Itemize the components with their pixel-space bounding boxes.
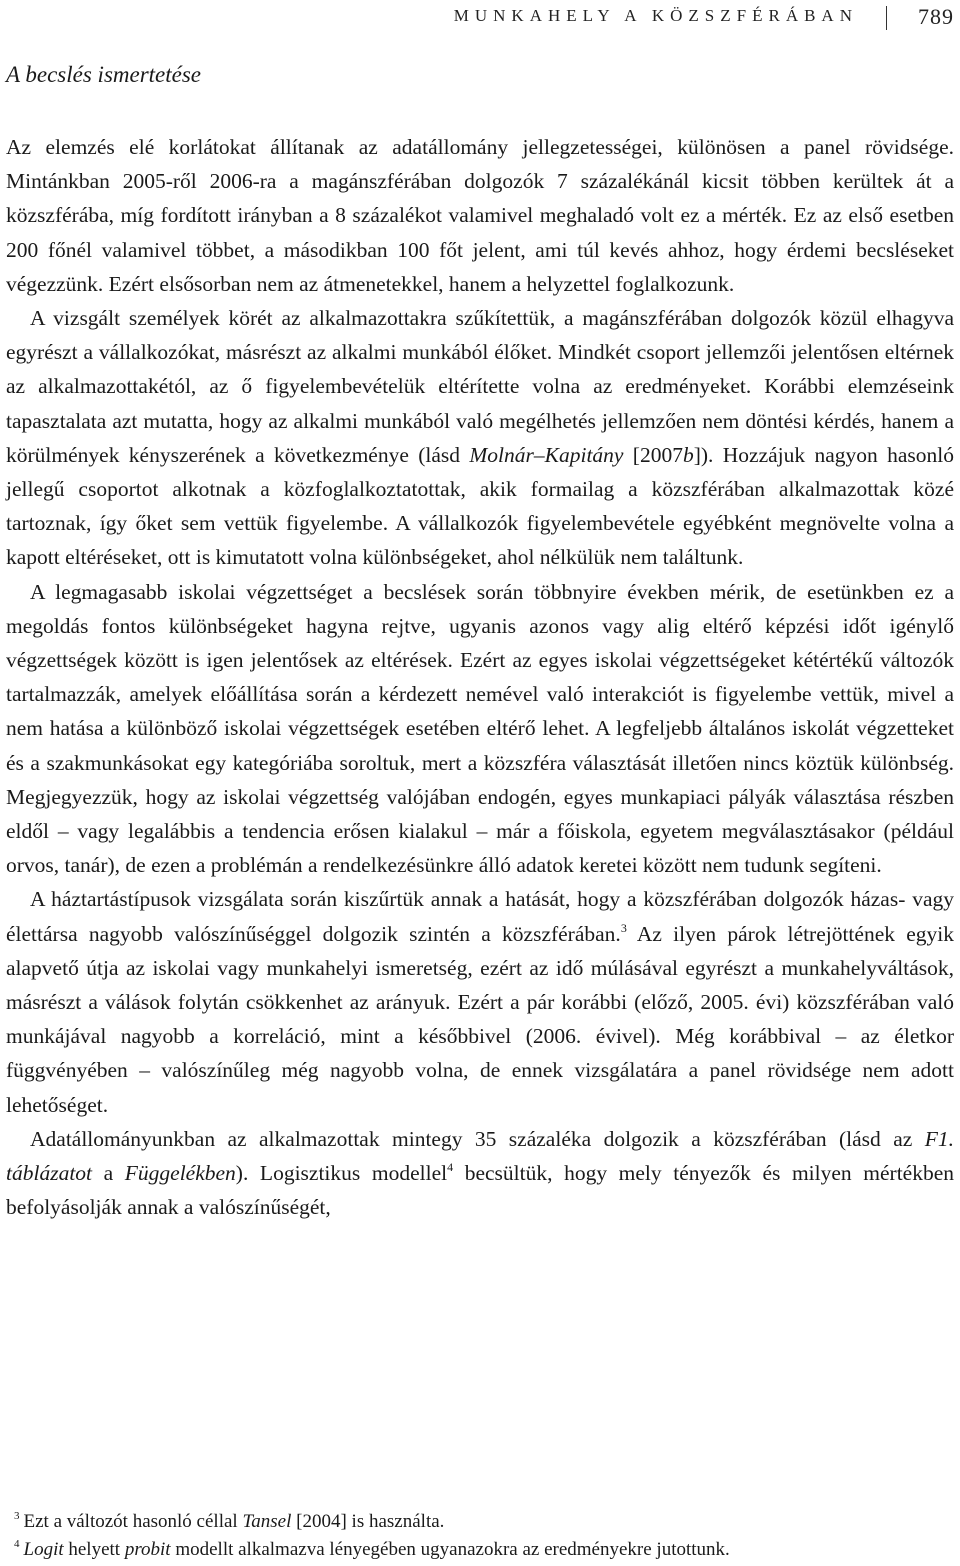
footnotes [14,1508,954,1564]
citation-authors: Molnár–Kapitány [469,442,624,467]
footnote-marker-4[interactable]: 4 [447,1160,454,1175]
citation-year: [2007 [623,442,683,467]
paragraph-5-text-cont: ). Logisztikus modellel [235,1161,448,1186]
footnote-number: 4 [14,1538,20,1550]
footnote-text-end: [2004] is használta. [291,1511,445,1532]
table-reference: F1. táblázatot [6,1126,954,1186]
footnote-3 [14,1508,954,1536]
page-number: 789 [918,4,954,29]
running-title: MUNKAHELY A KÖZSZFÉRÁBAN [453,6,858,25]
footnote-number: 3 [14,1510,20,1522]
footnote-4 [14,1536,954,1564]
paragraph-4-text-cont: Az ilyen párok létrejöttének egyik alapvető útja az iskolai vagy munkahelyi ismeretség, ezért az idő múlásával egyrészt a munkahelyváltások, másrészt a válások folytán csökkenhet az arányuk. Ezért a pár korábbi (előző, 2005. évi) közszférában való munkájával nagyobb a korreláció, mint a későbbivel (2006. évivel). Még korábbival – az életkor függvényében – valószínűleg még nagyobb volna, de ennek vizsgálatára a panel rövidsége nem adott lehetőséget. [6,921,954,1117]
paragraph-4 [6,882,954,1121]
paragraph-2-text: A vizsgált személyek körét az alkalmazottakra szűkítettük, a magánszférában dolgozók közül elhagyva egyrészt a vállalkozókat, másrészt az alkalmi munkából élőket. Mindkét csoport jellemzői jelentősen eltérnek az alkalmazottakétól, az ő figyelembevételük eltérítette volna az eredményeket. Korábbi elemzéseink tapasztalata azt mutatta, hogy az alkalmi munkából való megélhetés jellemzően nem döntési kérdés, hanem a körülmények kényszerének a következménye (lásd [6,306,954,467]
paragraph-5-text: Adatállományunkban az alkalmazottak mintegy 35 százaléka dolgozik a közszférában (lásd az [30,1126,925,1151]
running-header [0,6,960,28]
paragraph-1 [6,130,954,301]
body-text [6,130,954,1225]
paragraph-1-text: Az elemzés elé korlátokat állítanak az adatállomány jellegzetességei, különösen a panel rövidsége. Mintánkban 2005-ről 2006-ra a magánszférában dolgozók 7 százalékánál kicsit többen kerültek át a közszférába, míg fordított irányban a 8 százalékot valamivel meghaladó volt ez a mérték. Ez az első esetben 200 főnél valamivel többet, a másodikban 100 főt jelent, ami túl kevés ahhoz, hogy érdemi becsléseket végezzünk. Ezért elsősorban nem az átmenetekkel, hanem a helyzettel foglalkozunk. [6,135,954,296]
citation-close: ]). [693,442,714,467]
footnote-term-logit: Logit [23,1539,64,1560]
paragraph-5 [6,1122,954,1225]
citation-year-suffix: b [682,442,694,467]
footnote-citation-author: Tansel [242,1511,292,1532]
footnote-marker-3[interactable]: 3 [620,920,627,935]
footnote-text: Ezt a változót hasonló céllal [23,1511,243,1532]
paragraph-5-connector: a [92,1161,125,1186]
paragraph-2 [6,301,954,575]
paragraph-4-text: A háztartástípusok vizsgálata során kiszűrtük annak a hatását, hogy a közszférában dolgozók házas- vagy élettársa nagyobb valószínűséggel dolgozik szintén a közszférában. [6,887,954,946]
footnote-term-probit: probit [124,1539,171,1560]
header-divider [886,6,887,30]
paragraph-3-text: A legmagasabb iskolai végzettséget a becslések során többnyire években mérik, de esetünkben ez a megoldás fontos különbségeket hagyna rejtve, ugyanis azonos vagy alig eltérő képzési időt igénylő végzettségek között is igen jelentősek az eltérések. Ezért az egyes iskolai végzettségeket kétértékű változók tartalmazzák, amelyek előállítása során a kérdezett nemével való interakciót is figyelembe vettük, mivel a nem hatása a különböző iskolai végzettségek esetében eltérő lehet. A legfeljebb általános iskolát végzetteket és a szakmunkásokat egy kategóriába soroltuk, mert a közszféra választását illetően nincs köztük különbség. Megjegyezzük, hogy az iskolai végzettség valójában endogén, egyes munkapiaci pályák választása részben eldől – vagy legalábbis a tendencia erősen kialakul – már a főiskola, egyetem megválasztásakor (például orvos, tanár), de ezen a problémán a rendelkezésünkre álló adatok keretei között nem tudunk segíteni. [6,579,954,878]
footnote-text-end: modellt alkalmazva lényegében ugyanazokra az eredményekre jutottunk. [170,1539,730,1560]
appendix-reference: Függelékben [124,1161,236,1186]
paragraph-5-text-end: becsültük, hogy mely tényezők és milyen mértékben befolyásolják annak a valószínűségét, [6,1161,955,1220]
paragraph-2-text-cont: Hozzájuk nagyon hasonló jellegű csoportot alkotnak a közfoglalkoztatottak, akik formailag a közszférában alkalmazottak közé tartoznak, így őket sem vettük figyelembe. A vállalkozók figyelembevétele egyébként megnövelte volna a kapott eltéréseket, ott is kimutatott volna különbségeket, ahol nélkülük nem találtunk. [6,442,954,570]
footnote-text: helyett [63,1539,125,1560]
section-heading: A becslés ismertetése [6,62,202,87]
paragraph-3 [6,575,954,883]
